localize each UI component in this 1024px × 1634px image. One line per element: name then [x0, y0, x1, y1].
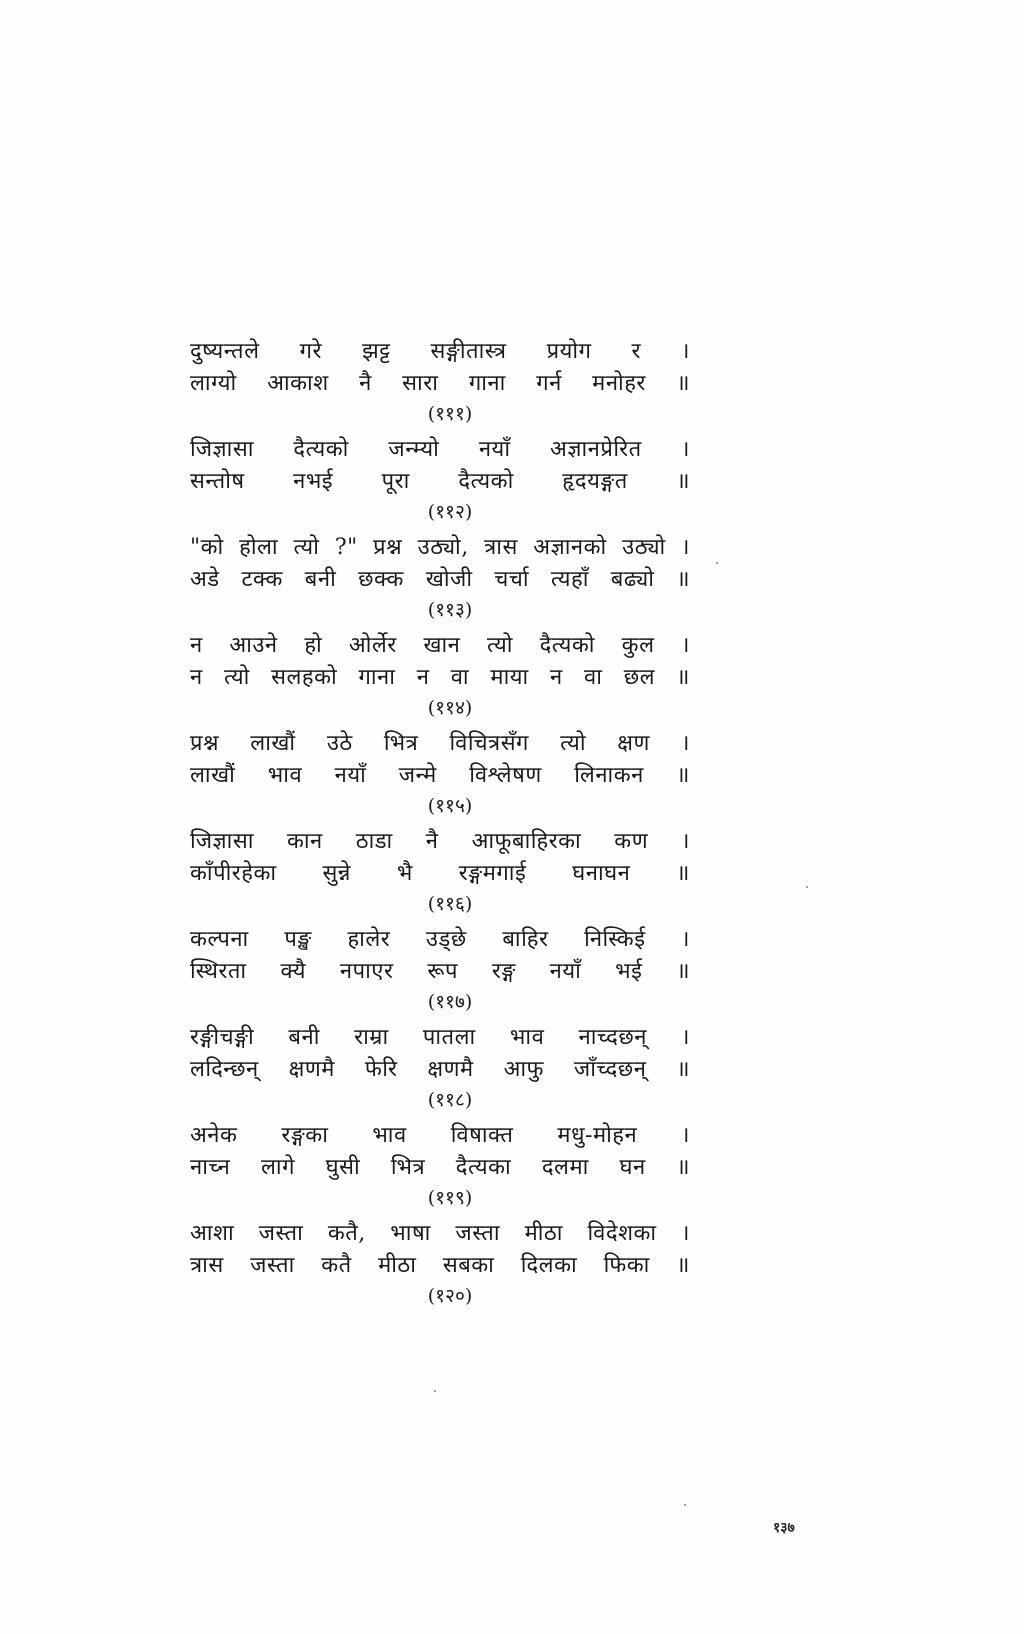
verse-line: न त्यो सलहको गाना न वा माया न वा छल ॥: [190, 665, 690, 690]
verse-number: (११४): [427, 697, 473, 719]
scan-speck: [434, 1390, 436, 1392]
verse-number: (११३): [427, 599, 473, 621]
scan-speck: [806, 886, 808, 888]
verse-line: लदिन्छन् क्षणमै फेरि क्षणमै आफु जाँच्दछन् ॥: [190, 1057, 690, 1082]
verse-number: (११२): [427, 501, 473, 523]
verse-line: कल्पना पङ्ख हालेर उड्छे बाहिर निस्किई ।: [190, 927, 690, 952]
stanza-115: [190, 728, 690, 820]
verse-line: प्रश्न लाखौं उठे भित्र विचित्रसँग त्यो क्षण ।: [190, 731, 690, 756]
verse-line: स्थिरता क्यै नपाएर रूप रङ्ग नयाँ भई ॥: [190, 959, 690, 984]
scan-speck: [684, 1504, 686, 1506]
verse-number: (११६): [427, 893, 473, 915]
verse-line: त्रास जस्ता कतै मीठा सबका दिलका फिका ॥: [190, 1253, 690, 1278]
verse-line: दुष्यन्तले गरे झट्ट सङ्गीतास्त्र प्रयोग र ।: [190, 339, 690, 364]
verse-line: सन्तोष नभई पूरा दैत्यको हृदयङ्गत ॥: [190, 469, 690, 494]
scan-speck: [716, 562, 718, 564]
verse-line: काँपीरहेका सुन्ने भै रङ्गमगाई घनाघन ॥: [190, 861, 690, 886]
verse-number: (१११): [427, 403, 473, 425]
verse-line: रङ्गीचङ्गी बनी राम्रा पातला भाव नाच्दछन् ।: [190, 1025, 690, 1050]
stanza-119: [190, 1120, 690, 1212]
verse-line: "को होला त्यो ?" प्रश्न उठ्यो, त्रास अज्ञानको उठ्यो ।: [190, 535, 690, 560]
verse-line: आशा जस्ता कतै, भाषा जस्ता मीठा विदेशका ।: [190, 1221, 690, 1246]
verse-number: (११८): [427, 1089, 473, 1111]
verse-number: (१२०): [427, 1285, 473, 1307]
verse-line: अनेक रङ्गका भाव विषाक्त मधु-मोहन ।: [190, 1123, 690, 1148]
verse-line: जिज्ञासा कान ठाडा नै आफूबाहिरका कण ।: [190, 829, 690, 854]
verse-line: नाच्न लागे घुसी भित्र दैत्यका दलमा घन ॥: [190, 1155, 690, 1180]
verse-number: (११५): [427, 795, 473, 817]
verse-line: न आउने हो ओर्लेर खान त्यो दैत्यको कुल ।: [190, 633, 690, 658]
verse-line: लाग्यो आकाश नै सारा गाना गर्न मनोहर ॥: [190, 371, 690, 396]
stanza-118: [190, 1022, 690, 1114]
stanza-112: [190, 434, 690, 526]
verse-number: (११७): [427, 991, 473, 1013]
stanza-117: [190, 924, 690, 1016]
verse-line: अडे टक्क बनी छक्क खोजी चर्चा त्यहाँ बढ्यो ॥: [190, 567, 690, 592]
stanza-116: [190, 826, 690, 918]
stanza-120: [190, 1218, 690, 1310]
verse-line: लाखौं भाव नयाँ जन्मे विश्लेषण लिनाकन ॥: [190, 763, 690, 788]
verse-number: (११९): [427, 1187, 473, 1209]
stanza-113: [190, 532, 690, 624]
stanza-111: [190, 336, 690, 428]
verse-line: जिज्ञासा दैत्यको जन्म्यो नयाँ अज्ञानप्रेरित ।: [190, 437, 690, 462]
page-number: १३७: [773, 1520, 795, 1536]
stanza-114: [190, 630, 690, 722]
poem-body: [190, 336, 690, 1316]
